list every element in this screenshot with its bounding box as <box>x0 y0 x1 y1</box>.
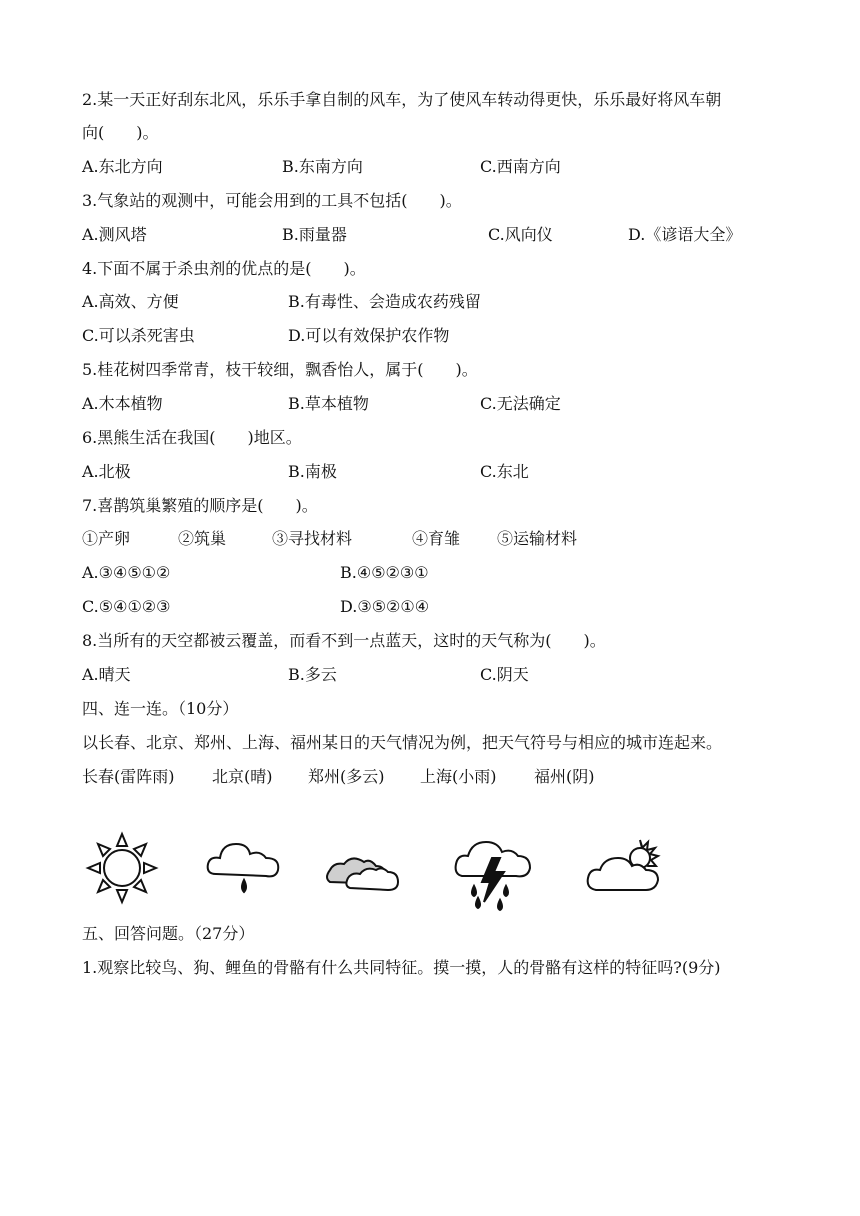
question-6-text: 6.黑熊生活在我国( )地区。 <box>82 428 302 447</box>
section-5-title: 五、回答问题。（27分） <box>82 924 255 943</box>
question-4-option-c: C.可以杀死害虫 <box>82 326 195 345</box>
city-label-changchun: 长春(雷阵雨) <box>82 767 175 786</box>
section-4-title: 四、连一连。（10分） <box>82 699 239 718</box>
question-5-option-c: C.无法确定 <box>480 394 561 413</box>
sun-icon <box>84 830 160 906</box>
question-5-option-b: B.草本植物 <box>288 394 369 413</box>
question-2-option-b: B.东南方向 <box>282 157 363 176</box>
question-3-option-d: D.《谚语大全》 <box>628 225 742 244</box>
question-8-option-b: B.多云 <box>288 665 337 684</box>
light-rain-icon <box>204 832 284 902</box>
question-7-step: ①产卵 <box>82 529 131 548</box>
city-label-fuzhou: 福州(阴) <box>534 767 595 786</box>
question-2-option-c: C.西南方向 <box>480 157 561 176</box>
question-8-text: 8.当所有的天空都被云覆盖，而看不到一点蓝天，这时的天气称为( )。 <box>82 631 606 650</box>
question-5-text: 5.桂花树四季常青，枝干较细，飘香怡人，属于( )。 <box>82 360 478 379</box>
city-label-shanghai: 上海(小雨) <box>420 767 497 786</box>
question-3-option-c: C.风向仪 <box>488 225 553 244</box>
question-7-option-b: B.④⑤②③① <box>340 563 429 582</box>
question-8-option-c: C.阴天 <box>480 665 529 684</box>
section-4-intro: 以长春、北京、郑州、上海、福州某日的天气情况为例，把天气符号与相应的城市连起来。 <box>82 733 723 752</box>
question-2-option-a: A.东北方向 <box>82 157 163 176</box>
thunderstorm-icon <box>452 832 534 914</box>
section-5-question-1: 1.观察比较鸟、狗、鲤鱼的骨骼有什么共同特征。摸一摸，人的骨骼有这样的特征吗?(9分) <box>82 958 721 977</box>
question-2-text-cont: 向( )。 <box>82 123 159 142</box>
question-8-option-a: A.晴天 <box>82 665 131 684</box>
question-5-option-a: A.木本植物 <box>82 394 163 413</box>
question-3-option-a: A.测风塔 <box>82 225 147 244</box>
question-7-option-d: D.③⑤②①④ <box>340 597 430 616</box>
question-6-option-c: C.东北 <box>480 462 529 481</box>
question-7-step: ③寻找材料 <box>272 529 353 548</box>
city-label-zhengzhou: 郑州(多云) <box>308 767 385 786</box>
question-2-text: 2.某一天正好刮东北风，乐乐手拿自制的风车，为了使风车转动得更快，乐乐最好将风车朝 <box>82 90 722 109</box>
question-7-step: ②筑巢 <box>178 529 227 548</box>
question-7-step: ⑤运输材料 <box>497 529 578 548</box>
question-4-option-a: A.高效、方便 <box>82 292 179 311</box>
question-4-text: 4.下面不属于杀虫剂的优点的是( )。 <box>82 259 366 278</box>
question-6-option-a: A.北极 <box>82 462 131 481</box>
overcast-icon <box>324 848 404 898</box>
city-label-beijing: 北京(晴) <box>212 767 273 786</box>
question-7-step: ④育雏 <box>412 529 461 548</box>
question-3-text: 3.气象站的观测中，可能会用到的工具不包括( )。 <box>82 191 462 210</box>
question-7-option-c: C.⑤④①②③ <box>82 597 171 616</box>
question-4-option-d: D.可以有效保护农作物 <box>288 326 450 345</box>
cloudy-icon <box>584 838 666 900</box>
question-4-option-b: B.有毒性、会造成农药残留 <box>288 292 481 311</box>
question-7-text: 7.喜鹊筑巢繁殖的顺序是( )。 <box>82 496 318 515</box>
question-7-option-a: A.③④⑤①② <box>82 563 171 582</box>
question-3-option-b: B.雨量器 <box>282 225 347 244</box>
question-6-option-b: B.南极 <box>288 462 337 481</box>
